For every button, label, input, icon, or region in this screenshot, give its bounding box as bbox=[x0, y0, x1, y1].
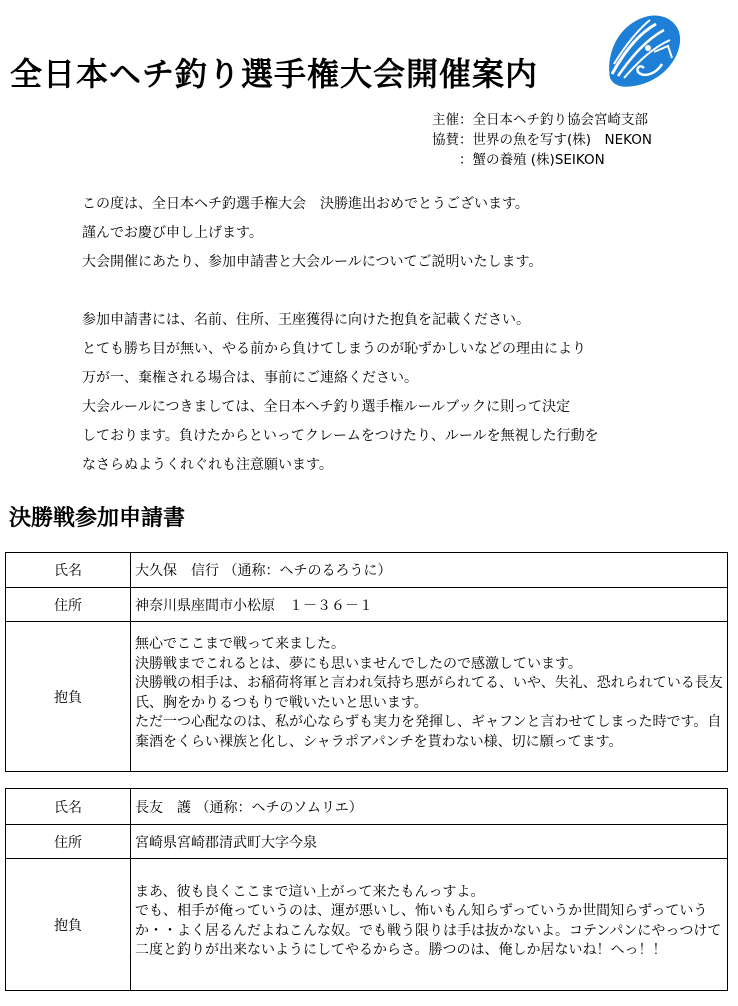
organizer-line: 主催：全日本ヘチ釣り協会宮崎支部 bbox=[432, 112, 648, 128]
table-row bbox=[6, 789, 728, 825]
intro-line: 謹んでお慶び申し上げます。 bbox=[82, 225, 263, 241]
intro-line: 大会開催にあたり、参加申請書と大会ルールについてご説明いたします。 bbox=[82, 254, 543, 270]
intro-line: なさらぬようくれぐれも注意願います。 bbox=[82, 457, 333, 473]
intro-line: 万が一、棄権される場合は、事前にご連絡ください。 bbox=[82, 370, 418, 386]
intro-line: この度は、全日本ヘチ釣選手権大会 決勝進出おめでとうございます。 bbox=[82, 196, 529, 212]
table-row bbox=[6, 825, 728, 859]
intro-line: 大会ルールにつきましては、全日本ヘチ釣り選手権ルールブックに則って決定 bbox=[82, 399, 571, 415]
address-label: 住所 bbox=[6, 825, 131, 859]
page-title: 全日本ヘチ釣り選手権大会開催案内 bbox=[10, 55, 539, 93]
section-title: 決勝戦参加申請書 bbox=[9, 506, 186, 531]
aspiration-label: 抱負 bbox=[6, 622, 131, 772]
applicant-aspiration: 無心でここまで戦って来ました。 決勝戦までこれるとは、夢にも思いませんでしたので感激しています。 決勝戦の相手は、お稲荷将軍と言われ気持ち悪がられてる、いや、失礼、恐れられている長友氏、胸をかりるつもりで戦いたいと思います。 ただ一つ心配なのは、私が心ならずも実力を発揮し、ギャフンと言わせてしまった時です。自棄酒をくらい裸族と化し、シャラポアパンチを貰わない様、切に願ってます。 bbox=[131, 622, 728, 772]
table-row bbox=[6, 588, 728, 622]
name-label: 氏名 bbox=[6, 789, 131, 825]
table-row bbox=[6, 622, 728, 772]
applicant-aspiration: まあ、彼も良くここまで這い上がって来たもんっすよ。 でも、相手が俺っていうのは、運が悪いし、怖いもん知らずっていうか世間知らずっていうか・・よく居るんだよねこんな奴。でも戦う限りは手は抜かないよ。コテンパンにやっつけて二度と釣りが出来ないようにしてやるからさ。勝つのは、俺しか居ないね！へっ！！ bbox=[131, 859, 728, 991]
table-row bbox=[6, 553, 728, 588]
applicant-name: 大久保 信行 （通称：ヘチのるろうに） bbox=[131, 553, 728, 588]
sponsor-info bbox=[432, 110, 652, 170]
applicant-address: 宮崎県宮崎郡清武町大字今泉 bbox=[131, 825, 728, 859]
application-table bbox=[5, 788, 728, 991]
sponsor-line: ：蟹の養殖 (株)SEIKON bbox=[432, 152, 605, 168]
intro-line: しております。負けたからといってクレームをつけたり、ルールを無視した行動を bbox=[82, 428, 599, 444]
applicant-name: 長友 護 （通称：ヘチのソムリエ） bbox=[131, 789, 728, 825]
table-row bbox=[6, 859, 728, 991]
intro-line: とても勝ち目が無い、やる前から負けてしまうのが恥ずかしいなどの理由により bbox=[82, 341, 586, 357]
application-table bbox=[5, 552, 728, 772]
address-label: 住所 bbox=[6, 588, 131, 622]
name-label: 氏名 bbox=[6, 553, 131, 588]
applicant-address: 神奈川県座間市小松原 １－３６－１ bbox=[131, 588, 728, 622]
fishing-fly-lure-icon bbox=[604, 12, 684, 92]
intro-line: 参加申請書には、名前、住所、王座獲得に向けた抱負を記載ください。 bbox=[82, 312, 530, 328]
aspiration-label: 抱負 bbox=[6, 859, 131, 991]
intro-text bbox=[82, 190, 599, 480]
sponsor-line: 協賛：世界の魚を写す(株) NEKON bbox=[432, 132, 653, 148]
